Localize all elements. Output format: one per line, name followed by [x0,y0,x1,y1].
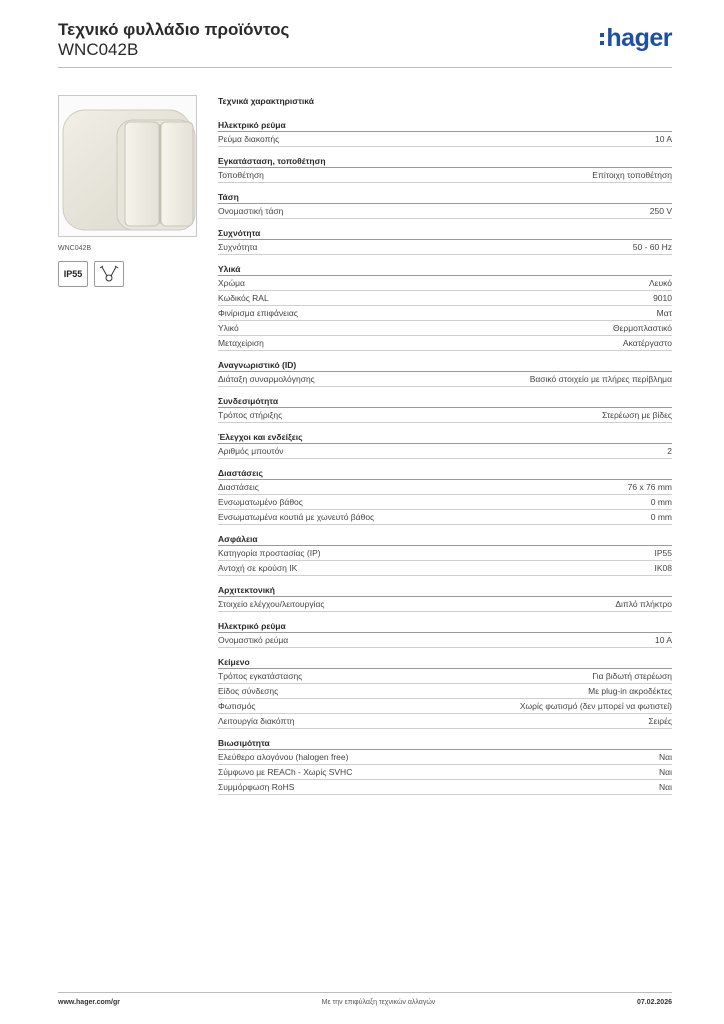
spec-row [218,372,672,387]
section-title: Βιωσιμότητα [218,737,672,750]
spec-value: 10 A [654,635,672,645]
spec-label: Φινίρισμα επιφάνειας [218,308,298,318]
spec-row [218,321,672,336]
spec-row [218,336,672,351]
spec-label: Ενσωματωμένο βάθος [218,497,303,507]
spec-label: Διαστάσεις [218,482,259,492]
spec-value: 2 [667,446,672,456]
spec-value: 0 mm [650,512,672,522]
spec-value: Ματ [656,308,672,318]
spec-value: Χωρίς φωτισμό (δεν μπορεί να φωτιστεί) [519,701,672,711]
spec-value: Διπλό πλήκτρο [615,599,672,609]
two-way-switch-icon [94,261,124,287]
product-image [58,95,197,237]
spec-row [218,633,672,648]
page-footer [58,992,672,1006]
spec-row [218,495,672,510]
spec-section [218,467,672,525]
spec-label: Μεταχείριση [218,338,264,348]
switch-illustration [59,96,197,237]
spec-row [218,276,672,291]
spec-label: Συμμόρφωση RoHS [218,782,295,792]
spec-value: Στερέωση με βίδες [601,410,672,420]
spec-row [218,408,672,423]
spec-label: Τοποθέτηση [218,170,264,180]
section-title: Συχνότητα [218,227,672,240]
spec-row [218,480,672,495]
spec-row [218,204,672,219]
spec-row [218,765,672,780]
spec-value: 50 - 60 Hz [632,242,672,252]
spec-row [218,132,672,147]
spec-value: Σειρές [648,716,672,726]
spec-value: IK08 [654,563,672,573]
logo-wordmark: hager [606,24,672,52]
spec-row [218,168,672,183]
spec-value: Θερμοπλαστικό [612,323,672,333]
footer-website[interactable]: www.hager.com/gr [58,999,120,1006]
section-title: Αρχιτεκτονική [218,584,672,597]
spec-label: Ονομαστικό ρεύμα [218,635,289,645]
spec-label: Κατηγορία προστασίας (IP) [218,548,321,558]
spec-label: Διάταξη συναρμολόγησης [218,374,315,384]
spec-label: Ελεύθερο αλογόνου (halogen free) [218,752,349,762]
spec-label: Ενσωματωμένα κουτιά με χωνευτό βάθος [218,512,375,522]
spec-value: Βασικό στοιχείο με πλήρες περίβλημα [529,374,672,384]
spec-section [218,155,672,183]
spec-row [218,444,672,459]
spec-row [218,291,672,306]
spec-label: Ονομαστική τάση [218,206,284,216]
spec-value: Ακατέργαστο [622,338,672,348]
spec-section [218,395,672,423]
spec-section [218,656,672,729]
spec-label: Τρόπος εγκατάστασης [218,671,303,681]
spec-section [218,227,672,255]
spec-row [218,561,672,576]
spec-value: Ναι [659,752,672,762]
product-caption: WNC042B [58,245,92,252]
spec-label: Φωτισμός [218,701,256,711]
spec-value: IP55 [654,548,672,558]
spec-value: Ναι [659,782,672,792]
spec-sections [218,119,672,795]
section-title: Υλικά [218,263,672,276]
spec-value: Με plug-in ακροδέκτες [588,686,672,696]
spec-value: Επίτοιχη τοποθέτηση [592,170,672,180]
section-title: Εγκατάσταση, τοποθέτηση [218,155,672,168]
section-title: Συνδεσιμότητα [218,395,672,408]
spec-value: Για βιδωτή στερέωση [592,671,672,681]
ip55-badge: IP55 [58,261,88,287]
spec-label: Τρόπος στήριξης [218,410,283,420]
spec-label: Στοιχείο ελέγχου/λειτουργίας [218,599,325,609]
hager-logo [600,26,672,52]
specs-heading: Τεχνικά χαρακτηριστικά [218,96,314,106]
spec-row [218,669,672,684]
spec-label: Σύμφωνο με REACh - Χωρίς SVHC [218,767,353,777]
section-title: Αναγνωριστικό (ID) [218,359,672,372]
spec-row [218,546,672,561]
spec-row [218,780,672,795]
spec-row [218,240,672,255]
spec-label: Κωδικός RAL [218,293,269,303]
spec-label: Αριθμός μπουτόν [218,446,284,456]
spec-table [218,96,672,803]
spec-label: Αντοχή σε κρούση IK [218,563,298,573]
spec-row [218,699,672,714]
spec-label: Συχνότητα [218,242,258,252]
spec-value: 76 x 76 mm [627,482,672,492]
spec-label: Ρεύμα διακοπής [218,134,280,144]
spec-label: Λειτουργία διακόπτη [218,716,295,726]
spec-value: Ναι [659,767,672,777]
spec-value: 250 V [649,206,672,216]
spec-row [218,684,672,699]
page-title: Τεχνικό φυλλάδιο προϊόντος [58,20,290,39]
spec-section [218,191,672,219]
section-title: Ηλεκτρικό ρεύμα [218,620,672,633]
spec-section [218,359,672,387]
spec-section [218,533,672,576]
spec-row [218,714,672,729]
spec-section [218,263,672,351]
section-title: Τάση [218,191,672,204]
spec-section [218,119,672,147]
spec-label: Υλικό [218,323,239,333]
logo-dots [600,33,604,45]
spec-value: 0 mm [650,497,672,507]
spec-value: 10 A [654,134,672,144]
spec-label: Είδος σύνδεσης [218,686,279,696]
page-header [58,20,672,68]
spec-section [218,620,672,648]
product-panel [58,95,198,287]
spec-row [218,510,672,525]
footer-date: 07.02.2026 [636,999,672,1006]
spec-row [218,306,672,321]
spec-row [218,597,672,612]
spec-row [218,750,672,765]
section-title: Κείμενο [218,656,672,669]
spec-value: Λευκό [649,278,672,288]
section-title: Διαστάσεις [218,467,672,480]
badge-row [58,261,198,287]
spec-value: 9010 [653,293,672,303]
section-title: Ηλεκτρικό ρεύμα [218,119,672,132]
section-title: Έλεγχοι και ενδείξεις [218,431,672,444]
product-code: WNC042B [58,40,139,59]
footer-notice: Με την επιφύλαξη τεχνικών αλλαγών [321,999,436,1006]
spec-section [218,431,672,459]
spec-label: Χρώμα [218,278,245,288]
spec-section [218,737,672,795]
spec-section [218,584,672,612]
section-title: Ασφάλεια [218,533,672,546]
